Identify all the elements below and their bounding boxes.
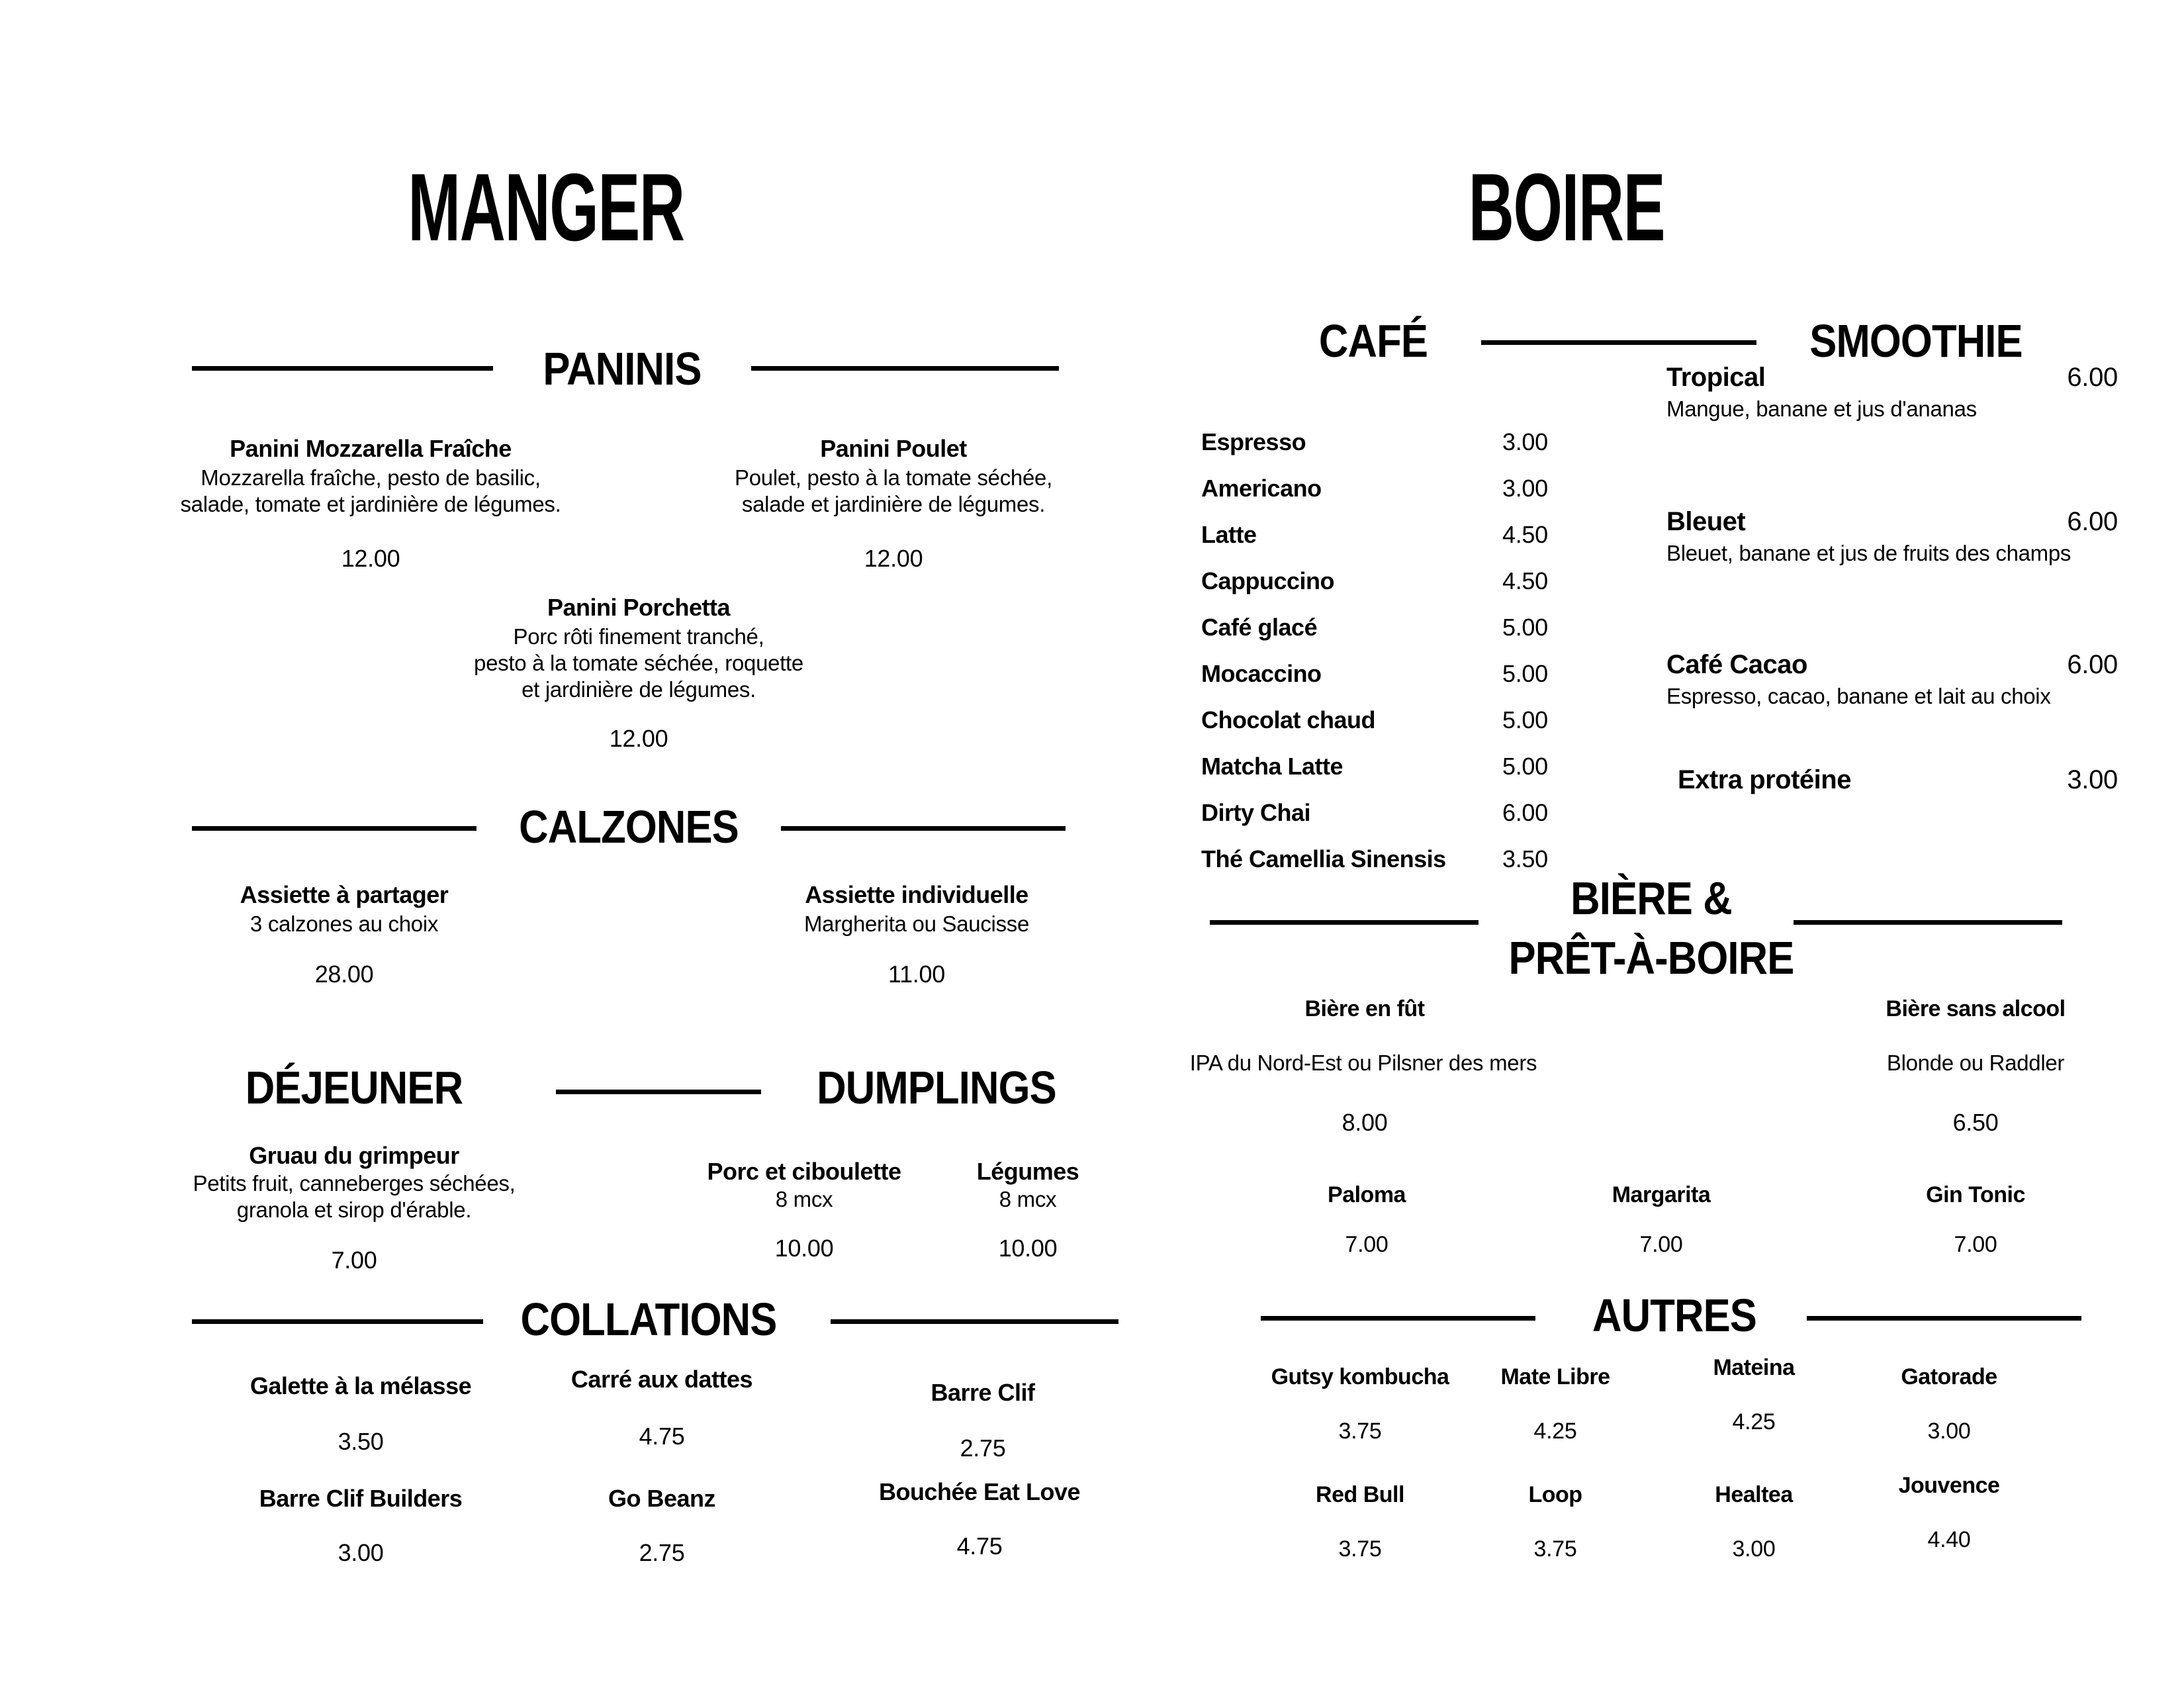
cocktail-1-name: Margarita [1612, 1182, 1711, 1207]
cafe-item-3-price: 4.50 [1502, 567, 1548, 594]
collations-item-4-price: 2.75 [639, 1539, 685, 1566]
collations-item-2-price: 2.75 [960, 1434, 1006, 1462]
biere-item-1-price: 6.50 [1952, 1109, 1999, 1136]
cafe-item-6-name: Chocolat chaud [1201, 706, 1376, 733]
paninis-item-1-desc-line-1: Poulet, pesto à la tomate séchée, [735, 465, 1052, 490]
paninis-item-0-name: Panini Mozzarella Fraîche [230, 435, 512, 462]
autres-item-5-name: Loop [1528, 1482, 1582, 1507]
cafe-item-4-price: 5.00 [1502, 614, 1548, 641]
calzones-item-1-desc: Margherita ou Saucisse [803, 912, 1030, 936]
cafe-item-9-price: 3.50 [1502, 845, 1548, 872]
smoothie-item-0-price: 6.00 [2067, 363, 2118, 392]
collations-item-1-name: Carré aux dattes [570, 1366, 753, 1393]
smoothie-item-3-price: 3.00 [2067, 765, 2118, 794]
cafe-item-0-price: 3.00 [1502, 428, 1548, 455]
biere-item-0-name: Bière en fût [1304, 996, 1425, 1021]
autres-item-2-price: 4.25 [1732, 1409, 1776, 1434]
cafe-item-3-name: Cappuccino [1201, 567, 1335, 594]
cafe-item-5-price: 5.00 [1502, 660, 1548, 687]
paninis-item-2-desc-line-1: Porc rôti finement tranché, [513, 624, 764, 649]
cafe-smoothie-line [1481, 340, 1756, 345]
autres-item-1-price: 4.25 [1533, 1419, 1577, 1444]
dumplings-item-0-name: Porc et ciboulette [707, 1158, 901, 1185]
cafe-item-8-name: Dirty Chai [1201, 799, 1311, 826]
smoothie-item-2-desc: Espresso, cacao, banane et lait au choix [1666, 684, 2051, 708]
collations-item-3-price: 3.00 [338, 1539, 384, 1566]
paninis-item-1-price: 12.00 [864, 545, 923, 572]
cafe-item-2-name: Latte [1201, 521, 1257, 548]
smoothie-item-0-name: Tropical [1666, 363, 1766, 392]
autres-item-6-price: 3.00 [1732, 1536, 1776, 1562]
autres-right-line [1807, 1316, 2081, 1321]
autres-left-line [1261, 1316, 1535, 1321]
cafe-item-1-price: 3.00 [1502, 475, 1548, 502]
cafe-item-7-price: 5.00 [1502, 753, 1548, 780]
paninis-item-1-name: Panini Poulet [820, 435, 967, 462]
collations-item-1-price: 4.75 [639, 1423, 685, 1450]
calzones-item-1-name: Assiette individuelle [805, 881, 1028, 908]
biere-item-0-price: 8.00 [1342, 1109, 1388, 1136]
collations-right-line [831, 1319, 1118, 1324]
paninis-item-1-desc-line-2: salade et jardinière de légumes. [741, 492, 1046, 516]
autres-item-7-price: 4.40 [1927, 1527, 1971, 1552]
calzones-item-1-price: 11.00 [888, 961, 945, 988]
section-header-biere-line-2: PRÊT-À-BOIRE [1508, 932, 1794, 984]
cafe-item-5-name: Mocaccino [1201, 660, 1322, 687]
dumplings-item-0-desc: 8 mcx [775, 1187, 833, 1211]
calzones-right-line [781, 826, 1066, 831]
collations-item-0-price: 3.50 [338, 1428, 384, 1455]
paninis-item-2-desc-line-2: pesto à la tomate séchée, roquette [474, 651, 803, 675]
paninis-item-2-desc-line-3: et jardinière de légumes. [522, 677, 756, 702]
autres-item-3-price: 3.00 [1927, 1419, 1971, 1444]
cafe-item-0-name: Espresso [1201, 428, 1306, 455]
paninis-right-line [751, 366, 1059, 371]
dumplings-item-1-desc: 8 mcx [999, 1187, 1057, 1211]
biere-item-0-desc: IPA du Nord-Est ou Pilsner des mers [1189, 1051, 1537, 1075]
autres-item-4-price: 3.75 [1338, 1536, 1382, 1562]
calzones-item-0-name: Assiette à partager [240, 881, 449, 908]
section-header-collations: COLLATIONS [520, 1293, 777, 1345]
collations-item-0-name: Galette à la mélasse [250, 1372, 472, 1399]
autres-item-3-name: Gatorade [1901, 1364, 1997, 1389]
cafe-item-2-price: 4.50 [1502, 521, 1548, 548]
smoothie-item-3-name: Extra protéine [1678, 765, 1851, 794]
cafe-item-1-name: Americano [1201, 475, 1322, 502]
paninis-item-2-price: 12.00 [609, 725, 668, 752]
autres-item-0-price: 3.75 [1338, 1419, 1382, 1444]
smoothie-item-0-desc: Mangue, banane et jus d'ananas [1666, 397, 1977, 421]
cocktail-0-name: Paloma [1328, 1182, 1406, 1207]
cafe-item-7-name: Matcha Latte [1201, 753, 1343, 780]
collations-item-4-name: Go Beanz [608, 1485, 716, 1512]
page-title-manger: MANGER [408, 154, 684, 261]
dumplings-item-0-price: 10.00 [774, 1235, 834, 1262]
calzones-item-0-price: 28.00 [314, 961, 374, 988]
paninis-item-2-name: Panini Porchetta [547, 594, 731, 621]
smoothie-item-2-price: 6.00 [2067, 650, 2118, 679]
section-header-paninis: PANINIS [543, 343, 702, 395]
cafe-item-4-name: Café glacé [1201, 614, 1318, 641]
paninis-item-0-desc-line-2: salade, tomate et jardinière de légumes. [180, 492, 561, 516]
autres-item-5-price: 3.75 [1533, 1536, 1577, 1562]
autres-item-1-name: Mate Libre [1500, 1364, 1610, 1389]
smoothie-item-1-name: Bleuet [1666, 507, 1746, 536]
cafe-item-8-price: 6.00 [1502, 799, 1548, 826]
autres-item-2-name: Mateina [1713, 1355, 1795, 1380]
dejeuner-item-0-desc-line-2: granola et sirop d'érable. [236, 1197, 472, 1222]
cafe-item-6-price: 5.00 [1502, 706, 1548, 733]
cocktail-0-price: 7.00 [1345, 1232, 1388, 1257]
autres-item-0-name: Gutsy kombucha [1271, 1364, 1449, 1389]
autres-item-7-name: Jouvence [1898, 1473, 2000, 1498]
section-header-calzones: CALZONES [519, 801, 739, 853]
dumplings-item-1-price: 10.00 [998, 1235, 1058, 1262]
biere-item-1-name: Bière sans alcool [1886, 996, 2066, 1021]
biere-item-1-desc: Blonde ou Raddler [1886, 1051, 2065, 1075]
dejeuner-item-0-name: Gruau du grimpeur [249, 1142, 459, 1169]
dejeuner-item-0-price: 7.00 [331, 1246, 377, 1274]
section-header-dejeuner: DÉJEUNER [245, 1062, 463, 1113]
cocktail-1-price: 7.00 [1639, 1232, 1683, 1257]
section-header-dumplings: DUMPLINGS [817, 1062, 1056, 1113]
autres-item-6-name: Healtea [1715, 1482, 1793, 1507]
cocktail-2-price: 7.00 [1954, 1232, 1997, 1257]
cafe-item-9-name: Thé Camellia Sinensis [1201, 845, 1446, 872]
biere-right-line [1794, 920, 2062, 925]
paninis-item-0-desc-line-1: Mozzarella fraîche, pesto de basilic, [201, 465, 541, 490]
smoothie-item-1-price: 6.00 [2067, 507, 2118, 536]
smoothie-item-2-name: Café Cacao [1666, 650, 1807, 679]
collations-item-3-name: Barre Clif Builders [259, 1485, 463, 1512]
section-header-biere-line-1: BIÈRE & [1570, 872, 1732, 924]
cocktail-2-name: Gin Tonic [1926, 1182, 2025, 1207]
smoothie-item-1-desc: Bleuet, banane et jus de fruits des champs [1666, 541, 2071, 565]
collations-item-2-name: Barre Clif [931, 1379, 1035, 1406]
paninis-item-0-price: 12.00 [341, 545, 400, 572]
dejeuner-item-0-desc-line-1: Petits fruit, canneberges séchées, [193, 1171, 516, 1196]
dumplings-item-1-name: Légumes [976, 1158, 1079, 1185]
autres-item-4-name: Red Bull [1316, 1482, 1404, 1507]
page-title-boire: BOIRE [1468, 154, 1665, 261]
section-header-smoothie: SMOOTHIE [1809, 315, 2023, 367]
calzones-item-0-desc: 3 calzones au choix [250, 912, 439, 936]
collations-item-5-name: Bouchée Eat Love [878, 1478, 1081, 1505]
collations-item-5-price: 4.75 [956, 1532, 1003, 1560]
section-header-autres: AUTRES [1592, 1289, 1756, 1341]
section-header-cafe: CAFÉ [1318, 315, 1428, 367]
